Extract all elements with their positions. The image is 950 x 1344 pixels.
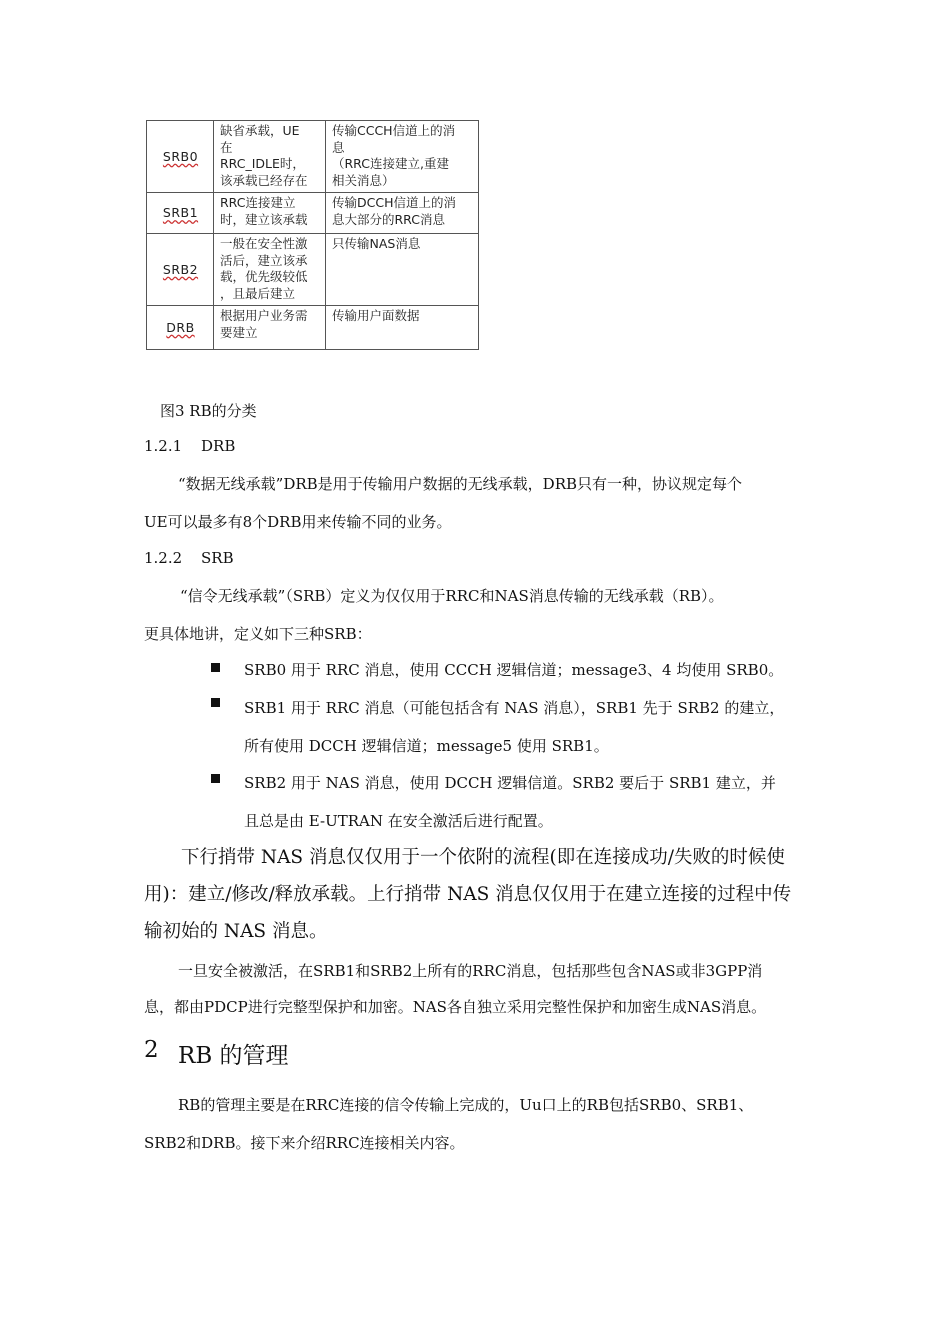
rb-condition-cell: 根据用户业务需 要建立 bbox=[214, 306, 326, 350]
bullet-square-icon bbox=[211, 698, 220, 707]
paragraph-line: SRB2和DRB。接下来介绍RRC连接相关内容。 bbox=[144, 1134, 465, 1152]
section-title: DRB bbox=[201, 437, 236, 455]
section-number: 2 bbox=[144, 1037, 159, 1063]
rb-usage-cell: 传输CCCH信道上的消 息 （RRC连接建立,重建 相关消息） bbox=[326, 121, 479, 193]
paragraph-line: “信令无线承载”（SRB）定义为仅仅用于RRC和NAS消息传输的无线承载（RB）。 bbox=[180, 587, 724, 605]
section-title: RB 的管理 bbox=[178, 1043, 289, 1069]
paragraph-line: 更具体地讲，定义如下三种SRB： bbox=[144, 625, 372, 643]
paragraph-line: 下行捎带 NAS 消息仅仅用于一个依附的流程(即在连接成功/失败的时候使 bbox=[181, 847, 785, 868]
rb-classification-table bbox=[146, 120, 479, 350]
paragraph-line: UE可以最多有8个DRB用来传输不同的业务。 bbox=[144, 513, 452, 531]
list-item: SRB0 用于 RRC 消息，使用 CCCH 逻辑信道；message3、4 均使用 SRB0。 bbox=[244, 661, 784, 679]
section-number: 1.2.1 bbox=[144, 437, 183, 455]
rb-name-cell: SRB2 bbox=[147, 234, 214, 306]
list-item-continuation: 且总是由 E-UTRAN 在安全激活后进行配置。 bbox=[244, 812, 553, 830]
rb-usage-cell: 传输DCCH信道上的消 息大部分的RRC消息 bbox=[326, 193, 479, 234]
paragraph-line: 息，都由PDCP进行完整型保护和加密。NAS各自独立采用完整性保护和加密生成NAS消息。 bbox=[144, 998, 767, 1016]
section-title: SRB bbox=[201, 549, 234, 567]
figure-caption: 图3 RB的分类 bbox=[160, 402, 257, 420]
rb-condition-cell: 一般在安全性激 活后，建立该承 载，优先级较低 ，且最后建立 bbox=[214, 234, 326, 306]
rb-usage-cell: 只传输NAS消息 bbox=[326, 234, 479, 306]
table-row bbox=[147, 306, 479, 350]
bullet-square-icon bbox=[211, 663, 220, 672]
table-row bbox=[147, 234, 479, 306]
rb-usage-cell: 传输用户面数据 bbox=[326, 306, 479, 350]
paragraph-line: “数据无线承载”DRB是用于传输用户数据的无线承载，DRB只有一种，协议规定每个 bbox=[178, 475, 743, 493]
list-item: SRB2 用于 NAS 消息，使用 DCCH 逻辑信道。SRB2 要后于 SRB1 建立，并 bbox=[244, 774, 776, 792]
paragraph-line: 用)：建立/修改/释放承载。上行捎带 NAS 消息仅仅用于在建立连接的过程中传 bbox=[144, 884, 792, 905]
table-row bbox=[147, 121, 479, 193]
paragraph-line: RB的管理主要是在RRC连接的信令传输上完成的，Uu口上的RB包括SRB0、SRB1、 bbox=[178, 1096, 754, 1114]
bullet-square-icon bbox=[211, 774, 220, 783]
rb-condition-cell: 缺省承载，UE 在 RRC_IDLE时， 该承载已经存在 bbox=[214, 121, 326, 193]
list-item-continuation: 所有使用 DCCH 逻辑信道；message5 使用 SRB1。 bbox=[244, 737, 609, 755]
rb-name-cell: SRB1 bbox=[147, 193, 214, 234]
paragraph-line: 输初始的 NAS 消息。 bbox=[144, 921, 328, 942]
rb-name-cell: DRB bbox=[147, 306, 214, 350]
rb-condition-cell: RRC连接建立 时，建立该承载 bbox=[214, 193, 326, 234]
list-item: SRB1 用于 RRC 消息（可能包括含有 NAS 消息），SRB1 先于 SRB2 的建立， bbox=[244, 699, 785, 717]
paragraph-line: 一旦安全被激活，在SRB1和SRB2上所有的RRC消息，包括那些包含NAS或非3GPP消 bbox=[178, 962, 763, 980]
rb-name-cell: SRB0 bbox=[147, 121, 214, 193]
table-row bbox=[147, 193, 479, 234]
section-number: 1.2.2 bbox=[144, 549, 183, 567]
